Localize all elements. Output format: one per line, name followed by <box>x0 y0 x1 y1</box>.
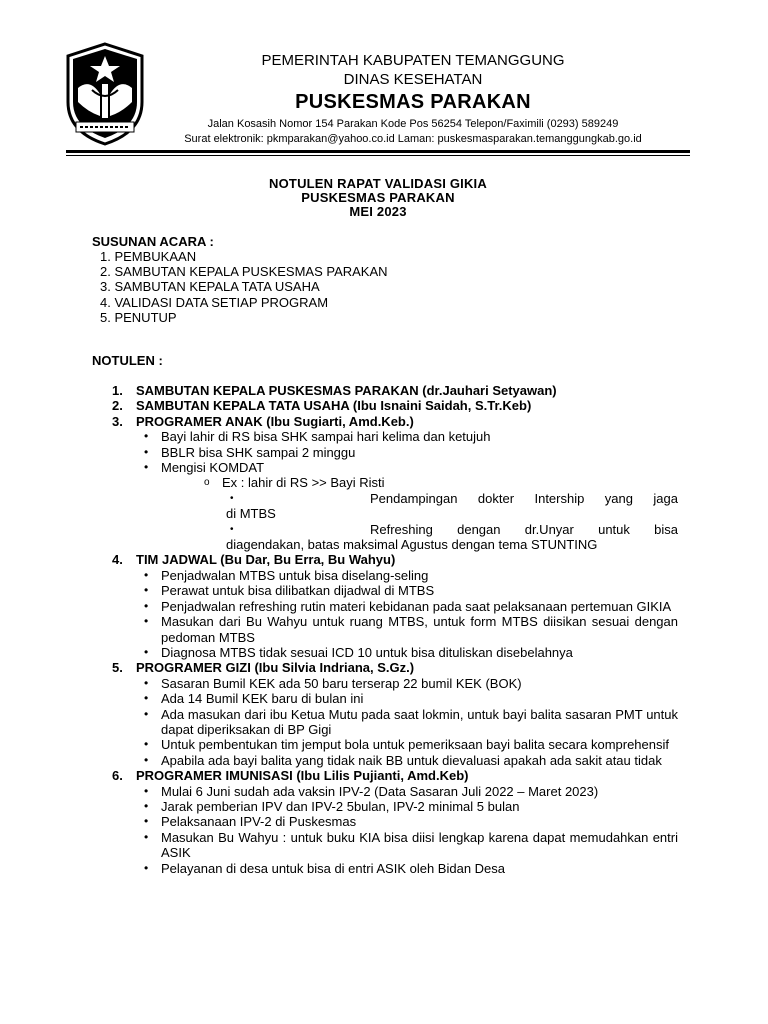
agenda-item: 2. SAMBUTAN KEPALA PUSKESMAS PARAKAN <box>100 264 388 280</box>
notulen-item <box>112 660 678 675</box>
government-name: PEMERINTAH KABUPATEN TEMANGGUNG <box>261 52 565 69</box>
bullet-icon: • <box>144 783 149 798</box>
bullet-point <box>112 737 678 752</box>
bullet-icon: • <box>144 798 149 813</box>
office-name: DINAS KESEHATAN <box>343 71 483 88</box>
bullet-icon: • <box>230 523 234 535</box>
agenda-item: 1. PEMBUKAAN <box>100 249 197 264</box>
document-date: MEI 2023 <box>349 204 407 219</box>
bullet-text: Ada 14 Bumil KEK baru di bulan ini <box>161 691 364 707</box>
bullet-text: Mengisi KOMDAT <box>161 460 265 476</box>
notulen-item <box>112 414 678 429</box>
bullet-point <box>112 830 678 861</box>
item-title: SAMBUTAN KEPALA PUSKESMAS PARAKAN (dr.Jauhari Setyawan) <box>136 383 557 398</box>
bullet-point <box>112 445 678 460</box>
bullet-point <box>112 645 678 660</box>
agenda-heading: SUSUNAN ACARA : <box>92 234 214 249</box>
bullet-text: Diagnosa MTBS tidak sesuai ICD 10 untuk bisa dituliskan disebelahnya <box>161 644 573 660</box>
bullet-icon: • <box>144 829 149 844</box>
item-title: PROGRAMER GIZI (Ibu Silvia Indriana, S.Gz.) <box>136 660 415 676</box>
bullet-point <box>112 691 678 706</box>
letterhead-rule-thin <box>66 155 690 156</box>
circle-bullet-icon: o <box>204 477 210 489</box>
bullet-icon: • <box>144 567 149 582</box>
bullet-point <box>112 799 678 814</box>
bullet-icon: • <box>144 644 149 659</box>
bullet-point <box>112 676 678 691</box>
sub-point <box>112 475 678 490</box>
notulen-item <box>112 552 678 567</box>
notulen-item <box>112 398 678 413</box>
bullet-icon: • <box>144 737 149 752</box>
bullet-icon: • <box>144 429 149 444</box>
bullet-text: Bayi lahir di RS bisa SHK sampai hari kelima dan ketujuh <box>161 429 491 445</box>
bullet-text: Masukan dari Bu Wahyu untuk ruang MTBS, untuk form MTBS diisikan sesuai dengan pedoman MTBS <box>161 614 678 645</box>
bullet-icon: • <box>144 614 149 629</box>
bullet-point <box>112 568 678 583</box>
bullet-point <box>112 753 678 768</box>
item-number: 2. <box>112 398 123 414</box>
bullet-text: Sasaran Bumil KEK ada 50 baru terserap 22 bumil KEK (BOK) <box>161 675 522 691</box>
item-number: 5. <box>112 660 123 676</box>
bullet-point <box>112 583 678 598</box>
sub-sub-point-text: Refreshing dengan dr.Unyar untuk bisa <box>370 521 678 537</box>
sub-sub-point <box>112 522 678 537</box>
bullet-icon: • <box>144 675 149 690</box>
bullet-point <box>112 614 678 645</box>
item-number: 3. <box>112 413 123 429</box>
bullet-point <box>112 429 678 444</box>
bullet-icon: • <box>144 860 149 875</box>
office-contact: Surat elektronik: pkmparakan@yahoo.co.id Laman: puskesmasparakan.temanggungkab.go.id <box>184 133 642 145</box>
bullet-icon: • <box>144 444 149 459</box>
bullet-text: Penjadwalan refreshing rutin materi kebidanan pada saat pelaksanaan pertemuan GIKIA <box>161 598 672 614</box>
agenda-item: 3. SAMBUTAN KEPALA TATA USAHA <box>100 279 320 295</box>
bullet-text: Apabila ada bayi balita yang tidak naik BB untuk dievaluasi apakah ada sakit atau tidak <box>161 752 662 768</box>
bullet-text: Ada masukan dari ibu Ketua Mutu pada saat lokmin, untuk bayi balita sasaran PMT untuk dapat diperiksakan di BP Gigi <box>161 706 678 737</box>
bullet-text: Masukan Bu Wahyu : untuk buku KIA bisa diisi lengkap karena dapat memudahkan entri ASIK <box>161 829 678 861</box>
notulen-body <box>112 383 678 876</box>
sub-point-text: Ex : lahir di RS >> Bayi Risti <box>222 475 385 491</box>
sub-sub-point <box>112 491 678 506</box>
bullet-text: Perawat untuk bisa dilibatkan dijadwal di MTBS <box>161 583 435 599</box>
document-subtitle: PUSKESMAS PARAKAN <box>301 190 455 205</box>
item-number: 1. <box>112 383 123 398</box>
bullet-point <box>112 861 678 876</box>
bullet-point <box>112 707 678 738</box>
bullet-point <box>112 460 678 475</box>
document-title: NOTULEN RAPAT VALIDASI GIKIA <box>269 176 487 191</box>
bullet-icon: • <box>144 752 149 767</box>
institution-name: PUSKESMAS PARAKAN <box>295 91 531 113</box>
notulen-item <box>112 383 678 398</box>
bullet-icon: • <box>144 706 149 721</box>
bullet-text: Jarak pemberian IPV dan IPV-2 5bulan, IPV-2 minimal 5 bulan <box>161 798 520 814</box>
bullet-icon: • <box>144 814 149 829</box>
bullet-icon: • <box>144 691 149 706</box>
bullet-icon: • <box>144 583 149 598</box>
item-number: 4. <box>112 552 123 568</box>
agenda-list <box>100 249 388 325</box>
sub-sub-point-continuation: di MTBS <box>226 506 276 522</box>
bullet-point <box>112 599 678 614</box>
letterhead-rule-thick <box>66 150 690 153</box>
bullet-text: Penjadwalan MTBS untuk bisa diselang-seling <box>161 567 429 583</box>
sub-sub-point-text: Pendampingan dokter Intership yang jaga <box>370 490 678 506</box>
bullet-text: Pelaksanaan IPV-2 di Puskesmas <box>161 814 357 830</box>
notulen-heading: NOTULEN : <box>92 353 163 368</box>
agenda-item: 5. PENUTUP <box>100 309 177 325</box>
bullet-text: BBLR bisa SHK sampai 2 minggu <box>161 444 356 460</box>
bullet-icon: • <box>144 460 149 475</box>
bullet-icon: • <box>230 492 234 504</box>
agenda-item: 4. VALIDASI DATA SETIAP PROGRAM <box>100 294 329 310</box>
bullet-point <box>112 784 678 799</box>
item-title: TIM JADWAL (Bu Dar, Bu Erra, Bu Wahyu) <box>136 552 396 568</box>
bullet-text: Mulai 6 Juni sudah ada vaksin IPV-2 (Data Sasaran Juli 2022 – Maret 2023) <box>161 783 599 799</box>
notulen-item <box>112 768 678 783</box>
item-title: SAMBUTAN KEPALA TATA USAHA (Ibu Isnaini Saidah, S.Tr.Keb) <box>136 398 532 414</box>
item-number: 6. <box>112 768 123 784</box>
coat-of-arms-logo <box>62 42 148 146</box>
bullet-point <box>112 814 678 829</box>
item-title: PROGRAMER IMUNISASI (Ibu Lilis Pujianti, Amd.Keb) <box>136 768 469 784</box>
sub-sub-point-continuation: diagendakan, batas maksimal Agustus dengan tema STUNTING <box>226 537 598 553</box>
item-title: PROGRAMER ANAK (Ibu Sugiarti, Amd.Keb.) <box>136 413 414 429</box>
bullet-icon: • <box>144 598 149 613</box>
bullet-text: Pelayanan di desa untuk bisa di entri ASIK oleh Bidan Desa <box>161 860 506 876</box>
office-address: Jalan Kosasih Nomor 154 Parakan Kode Pos 56254 Telepon/Faximili (0293) 589249 <box>207 118 619 130</box>
bullet-text: Untuk pembentukan tim jemput bola untuk pemeriksaan bayi balita secara komprehensif <box>161 737 669 753</box>
